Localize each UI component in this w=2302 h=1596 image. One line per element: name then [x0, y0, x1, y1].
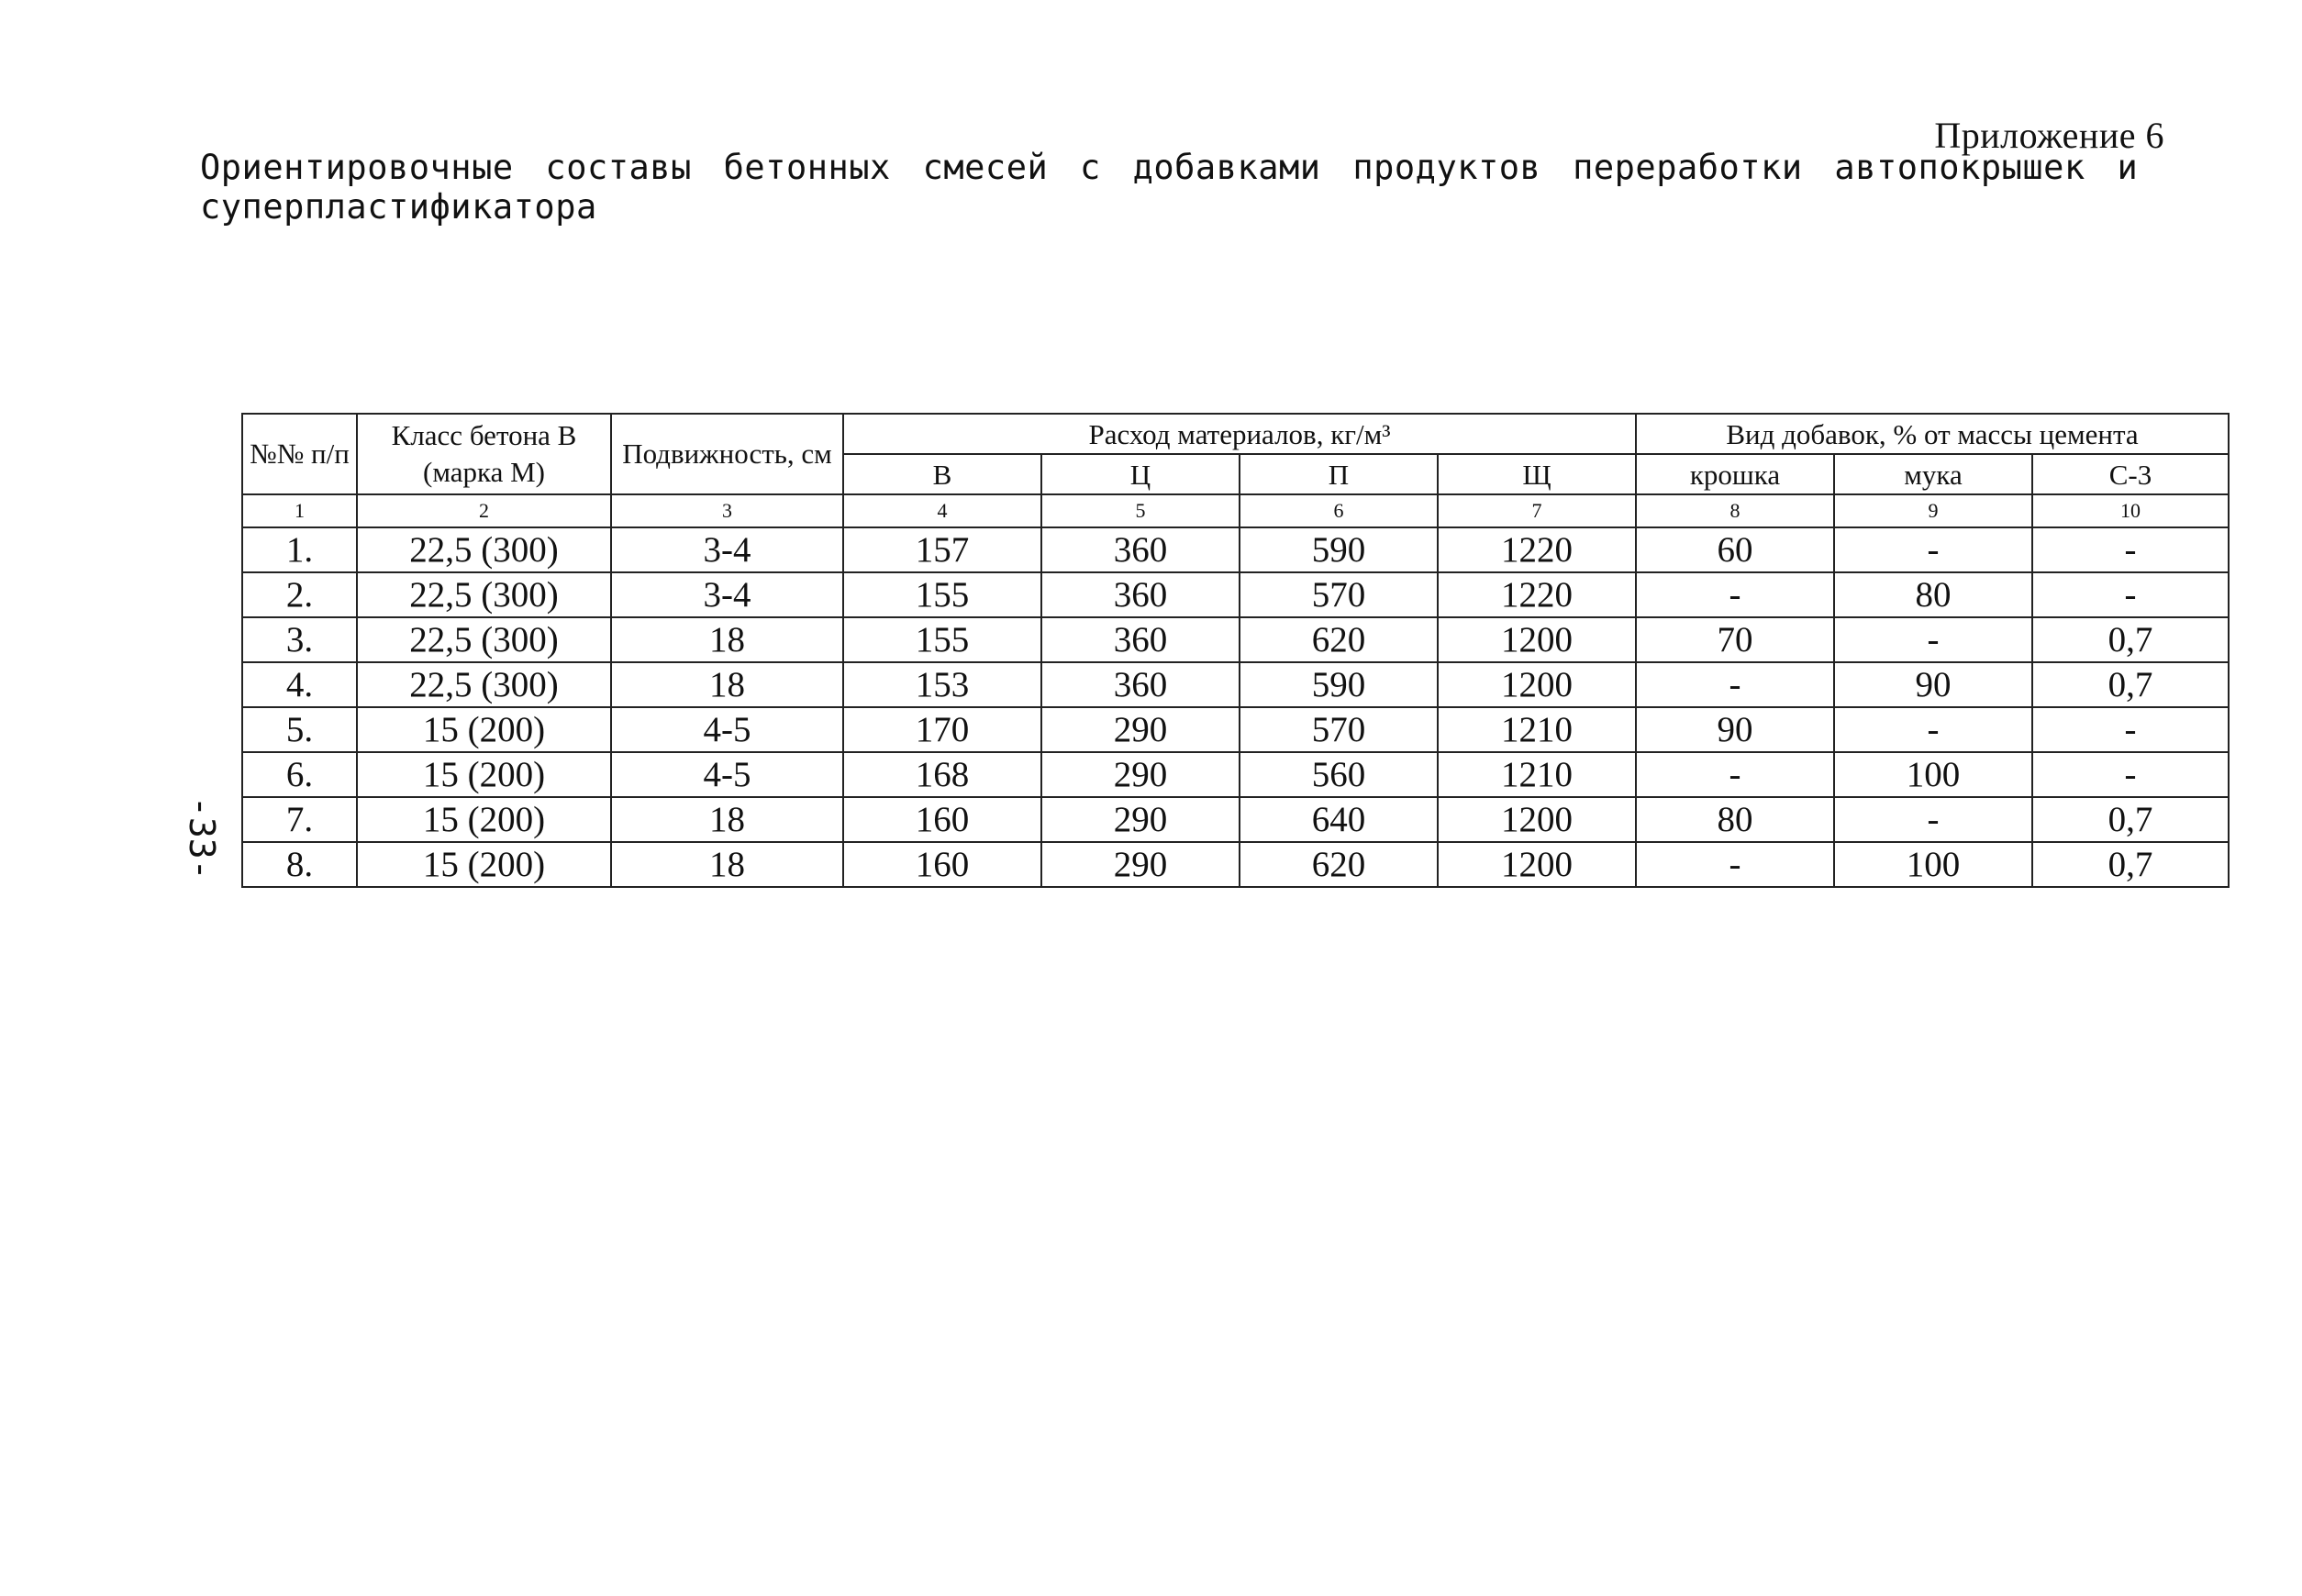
header-water: В: [843, 454, 1041, 494]
table-cell: 8.: [242, 842, 357, 887]
table-cell: 3.: [242, 617, 357, 662]
header-crushed-stone: Щ: [1438, 454, 1636, 494]
table-cell: 570: [1240, 572, 1438, 617]
header-crumb: крошка: [1636, 454, 1834, 494]
table-cell: 1220: [1438, 527, 1636, 572]
table-cell: -: [2032, 572, 2229, 617]
header-c3: С-3: [2032, 454, 2229, 494]
table-cell: 1200: [1438, 662, 1636, 707]
table-cell: 640: [1240, 797, 1438, 842]
table-cell: 90: [1636, 707, 1834, 752]
table-cell: -: [1636, 752, 1834, 797]
table-cell: -: [2032, 527, 2229, 572]
page-number: -33-: [182, 796, 222, 881]
table-cell: 290: [1041, 842, 1240, 887]
column-number: 1: [242, 494, 357, 527]
table-cell: 620: [1240, 842, 1438, 887]
table-header-row-top: [242, 414, 2229, 454]
table-row: [242, 752, 2229, 797]
header-concrete-class: Класс бетона В (марка М): [357, 414, 611, 494]
table-cell: 290: [1041, 707, 1240, 752]
table-cell: 170: [843, 707, 1041, 752]
table-cell: 4-5: [611, 707, 843, 752]
table-cell: 0,7: [2032, 797, 2229, 842]
concrete-composition-table-wrapper: [241, 413, 2228, 888]
column-number: 3: [611, 494, 843, 527]
table-cell: 560: [1240, 752, 1438, 797]
header-additive-type: Вид добавок, % от массы цемента: [1636, 414, 2229, 454]
header-cement: Ц: [1041, 454, 1240, 494]
table-cell: 18: [611, 617, 843, 662]
concrete-composition-table: [241, 413, 2230, 888]
table-cell: 3-4: [611, 572, 843, 617]
header-number: №№ п/п: [242, 414, 357, 494]
table-cell: 2.: [242, 572, 357, 617]
table-cell: -: [2032, 707, 2229, 752]
column-number: 10: [2032, 494, 2229, 527]
table-cell: 590: [1240, 662, 1438, 707]
column-number: 2: [357, 494, 611, 527]
table-row: [242, 797, 2229, 842]
table-row: [242, 842, 2229, 887]
table-cell: -: [1636, 662, 1834, 707]
table-cell: -: [1834, 617, 2032, 662]
column-number: 8: [1636, 494, 1834, 527]
table-cell: 15 (200): [357, 797, 611, 842]
header-flour: мука: [1834, 454, 2032, 494]
table-cell: 22,5 (300): [357, 572, 611, 617]
table-cell: 0,7: [2032, 662, 2229, 707]
table-cell: -: [1834, 527, 2032, 572]
header-materials-consumption: Расход материалов, кг/м³: [843, 414, 1636, 454]
table-cell: 1.: [242, 527, 357, 572]
table-cell: 1210: [1438, 707, 1636, 752]
table-cell: 160: [843, 842, 1041, 887]
table-row: [242, 617, 2229, 662]
appendix-label: Приложение 6: [1934, 115, 2164, 156]
document-title: Ориентировочные составы бетонных смесей с добавками продуктов переработки автопокрышек и суперпластификатора: [200, 148, 2139, 227]
table-cell: 360: [1041, 572, 1240, 617]
table-cell: 18: [611, 662, 843, 707]
table-cell: 360: [1041, 617, 1240, 662]
column-number: 9: [1834, 494, 2032, 527]
table-row: [242, 707, 2229, 752]
column-number: 5: [1041, 494, 1240, 527]
table-cell: -: [1834, 797, 2032, 842]
header-sand: П: [1240, 454, 1438, 494]
table-row: [242, 572, 2229, 617]
table-cell: 70: [1636, 617, 1834, 662]
table-cell: 290: [1041, 797, 1240, 842]
table-cell: -: [2032, 752, 2229, 797]
table-cell: 22,5 (300): [357, 527, 611, 572]
table-cell: 157: [843, 527, 1041, 572]
table-row: [242, 527, 2229, 572]
table-body: [242, 527, 2229, 887]
table-cell: 590: [1240, 527, 1438, 572]
table-cell: 22,5 (300): [357, 617, 611, 662]
table-cell: -: [1636, 572, 1834, 617]
table-cell: 15 (200): [357, 842, 611, 887]
table-cell: 4-5: [611, 752, 843, 797]
table-cell: 4.: [242, 662, 357, 707]
table-cell: 80: [1834, 572, 2032, 617]
table-cell: 620: [1240, 617, 1438, 662]
table-cell: 360: [1041, 662, 1240, 707]
table-row: [242, 662, 2229, 707]
table-cell: 1220: [1438, 572, 1636, 617]
table-cell: 160: [843, 797, 1041, 842]
column-number: 4: [843, 494, 1041, 527]
table-cell: 3-4: [611, 527, 843, 572]
table-cell: 5.: [242, 707, 357, 752]
column-number-row: [242, 494, 2229, 527]
table-cell: 7.: [242, 797, 357, 842]
table-cell: 60: [1636, 527, 1834, 572]
table-cell: 153: [843, 662, 1041, 707]
column-number: 6: [1240, 494, 1438, 527]
table-cell: 1200: [1438, 842, 1636, 887]
table-cell: 360: [1041, 527, 1240, 572]
table-cell: 90: [1834, 662, 2032, 707]
table-cell: 80: [1636, 797, 1834, 842]
table-cell: -: [1636, 842, 1834, 887]
table-cell: -: [1834, 707, 2032, 752]
table-cell: 100: [1834, 842, 2032, 887]
table-cell: 0,7: [2032, 842, 2229, 887]
table-cell: 1200: [1438, 797, 1636, 842]
table-cell: 18: [611, 797, 843, 842]
table-cell: 155: [843, 572, 1041, 617]
table-cell: 15 (200): [357, 707, 611, 752]
table-cell: 22,5 (300): [357, 662, 611, 707]
table-cell: 100: [1834, 752, 2032, 797]
table-cell: 18: [611, 842, 843, 887]
column-number: 7: [1438, 494, 1636, 527]
table-cell: 155: [843, 617, 1041, 662]
table-cell: 6.: [242, 752, 357, 797]
table-cell: 1210: [1438, 752, 1636, 797]
table-cell: 1200: [1438, 617, 1636, 662]
header-mobility: Подвижность, см: [611, 414, 843, 494]
table-cell: 15 (200): [357, 752, 611, 797]
table-cell: 290: [1041, 752, 1240, 797]
table-cell: 0,7: [2032, 617, 2229, 662]
table-cell: 168: [843, 752, 1041, 797]
table-cell: 570: [1240, 707, 1438, 752]
